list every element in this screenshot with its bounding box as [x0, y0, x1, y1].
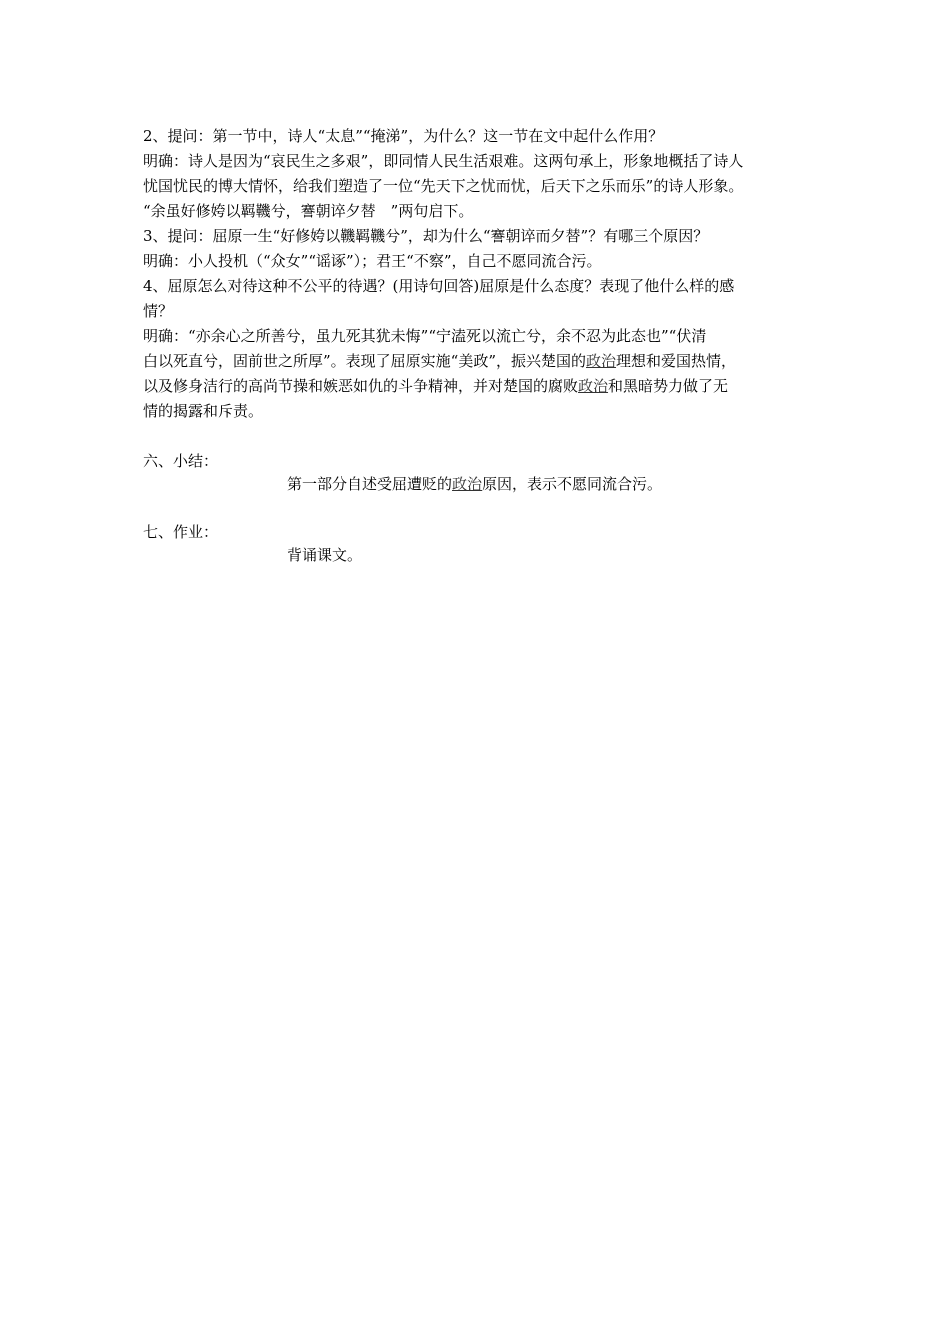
answer-4-line-4: 情的揭露和斥责。: [143, 402, 264, 420]
answer-2-line-2: 忧国忧民的博大情怀，给我们塑造了一位“先天下之忧而忧，后天下之乐而乐”的诗人形象。: [143, 177, 744, 195]
question-3: 3、提问：屈原一生“好修姱以鞿羁鞿兮”，却为什么“謇朝谇而夕替”？有哪三个原因？: [143, 227, 709, 245]
politics-link[interactable]: 政治: [452, 475, 483, 493]
answer-2-line-3: “余虽好修姱以羁鞿兮，謇朝谇夕替 ”两句启下。: [143, 202, 474, 220]
answer-4-line-3-text-a: 以及修身洁行的高尚节操和嫉恶如仇的斗争精神，并对楚国的腐败: [143, 377, 579, 395]
summary-text-a: 第一部分自述受屈遭贬的: [287, 475, 453, 493]
summary-heading: 六、小结：: [143, 452, 219, 470]
answer-4-line-1: 明确：“亦余心之所善兮，虽九死其犹未悔”“宁溘死以流亡兮，余不忍为此态也”“伏清: [143, 327, 707, 345]
summary-text: [287, 474, 662, 494]
homework-text: 背诵课文。: [287, 546, 363, 564]
question-4-line-1: 4、屈原怎么对待这种不公平的待遇？(用诗句回答)屈原是什么态度？表现了他什么样的感: [143, 277, 735, 295]
answer-4-line-2-end: 理想和爱国热情，: [616, 352, 737, 370]
answer-4-line-2: [143, 351, 736, 371]
politics-link[interactable]: 政治: [578, 377, 609, 395]
answer-4-line-2-text: 白以死直兮，固前世之所厚”。表现了屈原实施“美政”，振兴楚国的: [143, 352, 587, 370]
politics-link[interactable]: 政治: [586, 352, 617, 370]
homework-heading: 七、作业：: [143, 523, 219, 541]
summary-text-b: 原因，表示不愿同流合污。: [482, 475, 663, 493]
answer-2-line-1: 明确：诗人是因为“哀民生之多艰”，即同情人民生活艰难。这两句承上，形象地概括了诗人: [143, 152, 744, 170]
answer-3: 明确：小人投机（“众女”“谣诼”）；君王“不察”，自己不愿同流合污。: [143, 252, 602, 270]
question-2: 2、提问：第一节中，诗人“太息”“掩涕”，为什么？这一节在文中起什么作用？: [143, 127, 664, 145]
question-4-line-2: 情？: [143, 302, 174, 320]
answer-4-line-3-text-b: 和黑暗势力做了无: [608, 377, 729, 395]
answer-4-line-3: [143, 376, 728, 396]
